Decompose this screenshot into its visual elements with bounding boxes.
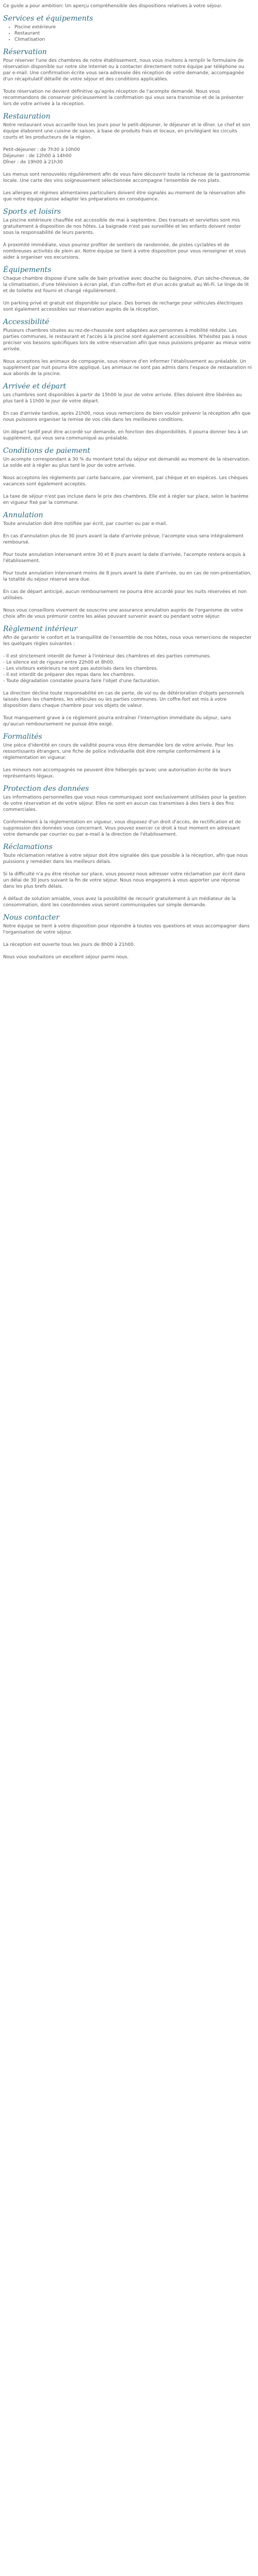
document <box>0 0 258 969</box>
section <box>3 48 252 107</box>
paragraph-block <box>3 742 252 779</box>
text-line: Toute réclamation relative à votre séjour doit être signalée dès que possible à la réception, afin que nous puissions y remédier dans les meilleurs délais. <box>3 853 248 865</box>
bullet-list <box>3 24 252 43</box>
paragraph-block <box>3 122 252 202</box>
text-line: Plusieurs chambres situées au rez-de-chaussée sont adaptées aux personnes à mobilité réduite. Les parties communes, le restaurant et l'accès à la piscine sont également accessibles. N'hésitez pas à nous préciser vos besoins spécifiques lors de votre réservation afin que nous puissions préparer au mieux votre arrivée. <box>3 328 251 352</box>
paragraph-block <box>3 58 252 107</box>
section <box>3 843 252 908</box>
paragraph-block <box>3 853 252 908</box>
text-line: Toute réservation ne devient définitive qu'après réception de l'acompte demandé. Nous vous recommandons de conserver précieusement la confirmation qui vous sera transmise et de la présenter lors de votre arrivée à la réception. <box>3 89 244 107</box>
paragraph-block <box>3 794 252 838</box>
text-line: Les mineurs non accompagnés ne peuvent être hébergés qu'avec une autorisation écrite de leurs représentants légaux. <box>3 768 231 779</box>
blank-line <box>3 469 252 475</box>
section <box>3 112 252 202</box>
section-title: Formalités <box>3 733 42 741</box>
section <box>3 913 252 960</box>
section <box>3 733 252 779</box>
section <box>3 318 252 377</box>
text-line: Un acompte correspondant à 30 % du montant total du séjour est demandé au moment de la réservation. Le solde est à régler au plus tard le jour de votre arrivée. <box>3 457 250 468</box>
section-title: Réservation <box>3 48 47 56</box>
text-line: Notre restaurant vous accueille tous les jours pour le petit-déjeuner, le déjeuner et le dîner. Le chef et son équipe élaborent une cuisine de saison, à base de produits frais et locaux, en privilégiant les circuits courts et les producteurs de la région. <box>3 123 250 140</box>
text-line: Une pièce d'identité en cours de validité pourra vous être demandée lors de votre arrivée. Pour les ressortissants étrangers, une fiche de police individuelle doit être remplie conformément à la réglementation en vigueur. <box>3 743 234 760</box>
section <box>3 208 252 261</box>
text-line: Nous acceptons les animaux de compagnie, sous réserve d'en informer l'établissement au préalable. Un supplément par nuit pourra être appliqué. Les animaux ne sont pas admis dans l'espace de restauration ni aux abords de la piscine. <box>3 359 252 377</box>
text-line: Les chambres sont disponibles à partir de 15h00 le jour de votre arrivée. Elles doivent être libérées au plus tard à 11h00 le jour de votre départ. <box>3 393 242 404</box>
bullet-item: • Climatisation <box>14 37 252 43</box>
text-line: Nous acceptons les règlements par carte bancaire, par virement, par chèque et en espèces. Les chèques vacances sont également acceptés. <box>3 476 248 487</box>
text-line: - Il est interdit de préparer des repas dans les chambres. <box>3 672 135 677</box>
text-line: Tout manquement grave à ce règlement pourra entraîner l'interruption immédiate du séjour, sans qu'aucun remboursement ne puisse être exigé. <box>3 716 231 727</box>
text-line: À proximité immédiate, vous pourrez profiter de sentiers de randonnée, de pistes cyclables et de nombreuses activités de plein air. Notre équipe se tient à votre disposition pour vous renseigner et vous aider à organiser vos excursions. <box>3 243 246 260</box>
text-line: Si la difficulté n'a pu être résolue sur place, vous pouvez nous adresser votre réclamation par écrit dans un délai de 30 jours suivant la fin de votre séjour. Nous nous engageons à vous apporter une réponse dans les plus brefs délais. <box>3 872 246 889</box>
paragraph-block <box>3 328 252 377</box>
sections-container <box>3 14 252 960</box>
text-line: Dîner : de 19h00 à 21h30 <box>3 160 63 165</box>
text-line: Déjeuner : de 12h00 à 14h00 <box>3 154 72 159</box>
paragraph-block <box>3 635 252 727</box>
text-line: Nous vous conseillons vivement de souscrire une assurance annulation auprès de l'organisme de votre choix afin de vous prémunir contre les aléas pouvant survenir avant ou pendant votre séjour. <box>3 608 243 619</box>
blank-line <box>3 546 252 552</box>
paragraph-block <box>3 521 252 620</box>
blank-line <box>3 583 252 589</box>
paragraph-block <box>3 276 252 313</box>
section-title: Services et équipements <box>3 14 93 23</box>
section-title: Équipements <box>3 266 52 274</box>
text-line: - Toute dégradation constatée pourra faire l'objet d'une facturation. <box>3 679 160 684</box>
text-line: La piscine extérieure chauffée est accessible de mai à septembre. Des transats et serviettes sont mis gratuitement à disposition de nos hôtes. La baignade n'est pas surveillée et les enfants doivent rester sous la responsabilité de leurs parents. <box>3 218 241 235</box>
text-line: Un départ tardif peut être accordé sur demande, en fonction des disponibilités. Il pourra donner lieu à un supplément, qui vous sera communiqué au préalable. <box>3 430 248 441</box>
text-line: En cas de départ anticipé, aucun remboursement ne pourra être accordé pour les nuits réservées et non utilisées. <box>3 589 247 601</box>
blank-line <box>3 82 252 89</box>
section <box>3 625 252 727</box>
section <box>3 785 252 838</box>
text-line: Notre équipe se tient à votre disposition pour répondre à toutes vos questions et vous accompagner dans l'organisation de votre séjour. <box>3 924 250 935</box>
blank-line <box>3 404 252 411</box>
blank-line <box>3 601 252 607</box>
text-line: Petit-déjeuner : de 7h30 à 10h00 <box>3 147 80 152</box>
text-line: Chaque chambre dispose d'une salle de bain privative avec douche ou baignoire, d'un sèche-cheveux, de la climatisation, d'une télévision à écran plat, d'un coffre-fort et d'un accès gratuit au Wi-Fi. Le linge de lit et de toilette est fourni et changé régulièrement. <box>3 276 249 294</box>
blank-line <box>3 236 252 242</box>
section-title: Restauration <box>3 112 51 121</box>
text-line: Les allergies et régimes alimentaires particuliers doivent être signalés au moment de la réservation afin que notre équipe puisse adapter les préparations en conséquence. <box>3 191 246 202</box>
text-line: - Les visiteurs extérieurs ne sont pas autorisés dans les chambres. <box>3 666 158 671</box>
text-line: Pour réserver l'une des chambres de notre établissement, nous vous invitons à remplir le formulaire de réservation disponible sur notre site Internet ou à contacter directement notre équipe par téléphone ou par e-mail. Une confirmation écrite vous sera adressée dès réception de votre demande, accompagnée d'un récapitulatif détaillé de votre séjour et des conditions applicables. <box>3 58 245 82</box>
paragraph-block <box>3 456 252 506</box>
text-line: Un parking privé et gratuit est disponible sur place. Des bornes de recharge pour véhicules électriques sont également accessibles sur réservation auprès de la réception. <box>3 301 243 312</box>
text-line: Afin de garantir le confort et la tranquillité de l'ensemble de nos hôtes, nous vous remercions de respecter les quelques règles suivantes : <box>3 635 252 647</box>
section-title: Arrivée et départ <box>3 382 67 391</box>
section-title: Nous contacter <box>3 913 60 922</box>
blank-line <box>3 564 252 570</box>
text-line: La taxe de séjour n'est pas incluse dans le prix des chambres. Elle est à régler sur place, selon le barème en vigueur fixé par la commune. <box>3 494 249 505</box>
blank-line <box>3 647 252 653</box>
paragraph-block <box>3 923 252 960</box>
blank-line <box>3 487 252 494</box>
blank-line <box>3 813 252 819</box>
blank-line <box>3 936 252 942</box>
blank-line <box>3 684 252 690</box>
blank-line <box>3 423 252 429</box>
text-line: À défaut de solution amiable, vous avez la possibilité de recourir gratuitement à un médiateur de la consommation, dont les coordonnées vous seront communiquées sur simple demande. <box>3 896 236 908</box>
paragraph-block <box>3 392 252 442</box>
section-title: Accessibilité <box>3 318 50 326</box>
blank-line <box>3 865 252 871</box>
section <box>3 447 252 506</box>
text-line: Toute annulation doit être notifiée par écrit, par courrier ou par e-mail. <box>3 521 168 527</box>
section-title: Annulation <box>3 511 43 519</box>
paragraph-block <box>3 217 252 261</box>
section <box>3 511 252 620</box>
section <box>3 382 252 442</box>
blank-line <box>3 165 252 172</box>
blank-line <box>3 709 252 715</box>
section-title: Conditions de paiement <box>3 447 90 455</box>
section-title: Sports et loisirs <box>3 208 61 216</box>
section-title: Règlement intérieur <box>3 625 77 633</box>
blank-line <box>3 761 252 767</box>
blank-line <box>3 948 252 954</box>
text-line: - Il est strictement interdit de fumer à l'intérieur des chambres et des parties communes. <box>3 654 211 659</box>
blank-line <box>3 184 252 190</box>
bullet-item: • Piscine extérieure <box>14 24 252 30</box>
section <box>3 266 252 313</box>
section-title: Protection des données <box>3 785 89 793</box>
section <box>3 14 252 43</box>
text-line: La réception est ouverte tous les jours de 8h00 à 21h00. <box>3 942 135 947</box>
blank-line <box>3 527 252 533</box>
text-line: - Le silence est de rigueur entre 22h00 et 8h00. <box>3 660 115 665</box>
blank-line <box>3 141 252 147</box>
text-line: La direction décline toute responsabilité en cas de perte, de vol ou de détérioration d'objets personnels laissés dans les chambres, les véhicules ou les parties communes. Un coffre-fort est mis à votre disposition dans chaque chambre pour vos objets de valeur. <box>3 691 245 708</box>
section-title: Réclamations <box>3 843 53 851</box>
text-line: Conformément à la réglementation en vigueur, vous disposez d'un droit d'accès, de rectification et de suppression des données vous concernant. Vous pouvez exercer ce droit à tout moment en adressant votre demande par courrier ou par e-mail à la direction de l'établissement. <box>3 820 241 837</box>
text-line: Les informations personnelles que vous nous communiquez sont exclusivement utilisées pour la gestion de votre réservation et de votre séjour. Elles ne sont en aucun cas transmises à des tiers à des fins commerciales. <box>3 795 246 812</box>
blank-line <box>3 890 252 896</box>
text-line: Pour toute annulation intervenant moins de 8 jours avant la date d'arrivée, ou en cas de non-présentation, la totalité du séjour réservé sera due. <box>3 571 252 582</box>
text-line: En cas d'arrivée tardive, après 21h00, nous vous remercions de bien vouloir prévenir la réception afin que nous puissions organiser la remise de vos clés dans les meilleures conditions. <box>3 411 251 422</box>
bullet-item: • Restaurant <box>14 30 252 37</box>
text-line: Pour toute annulation intervenant entre 30 et 8 jours avant la date d'arrivée, l'acompte restera acquis à l'établissement. <box>3 552 246 564</box>
blank-line <box>3 294 252 300</box>
text-line: En cas d'annulation plus de 30 jours avant la date d'arrivée prévue, l'acompte vous sera intégralement remboursé. <box>3 534 244 545</box>
blank-line <box>3 352 252 359</box>
intro-text: Ce guide a pour ambition: Un aperçu compréhensible des dispositions relatives à votre séjour. <box>3 4 222 9</box>
text-line: Nous vous souhaitons un excellent séjour parmi nous. <box>3 955 129 960</box>
text-line: Les menus sont renouvelés régulièrement afin de vous faire découvrir toute la richesse de la gastronomie locale. Une carte des vins soigneusement sélectionnée accompagne l'ensemble de nos plats. <box>3 172 250 183</box>
